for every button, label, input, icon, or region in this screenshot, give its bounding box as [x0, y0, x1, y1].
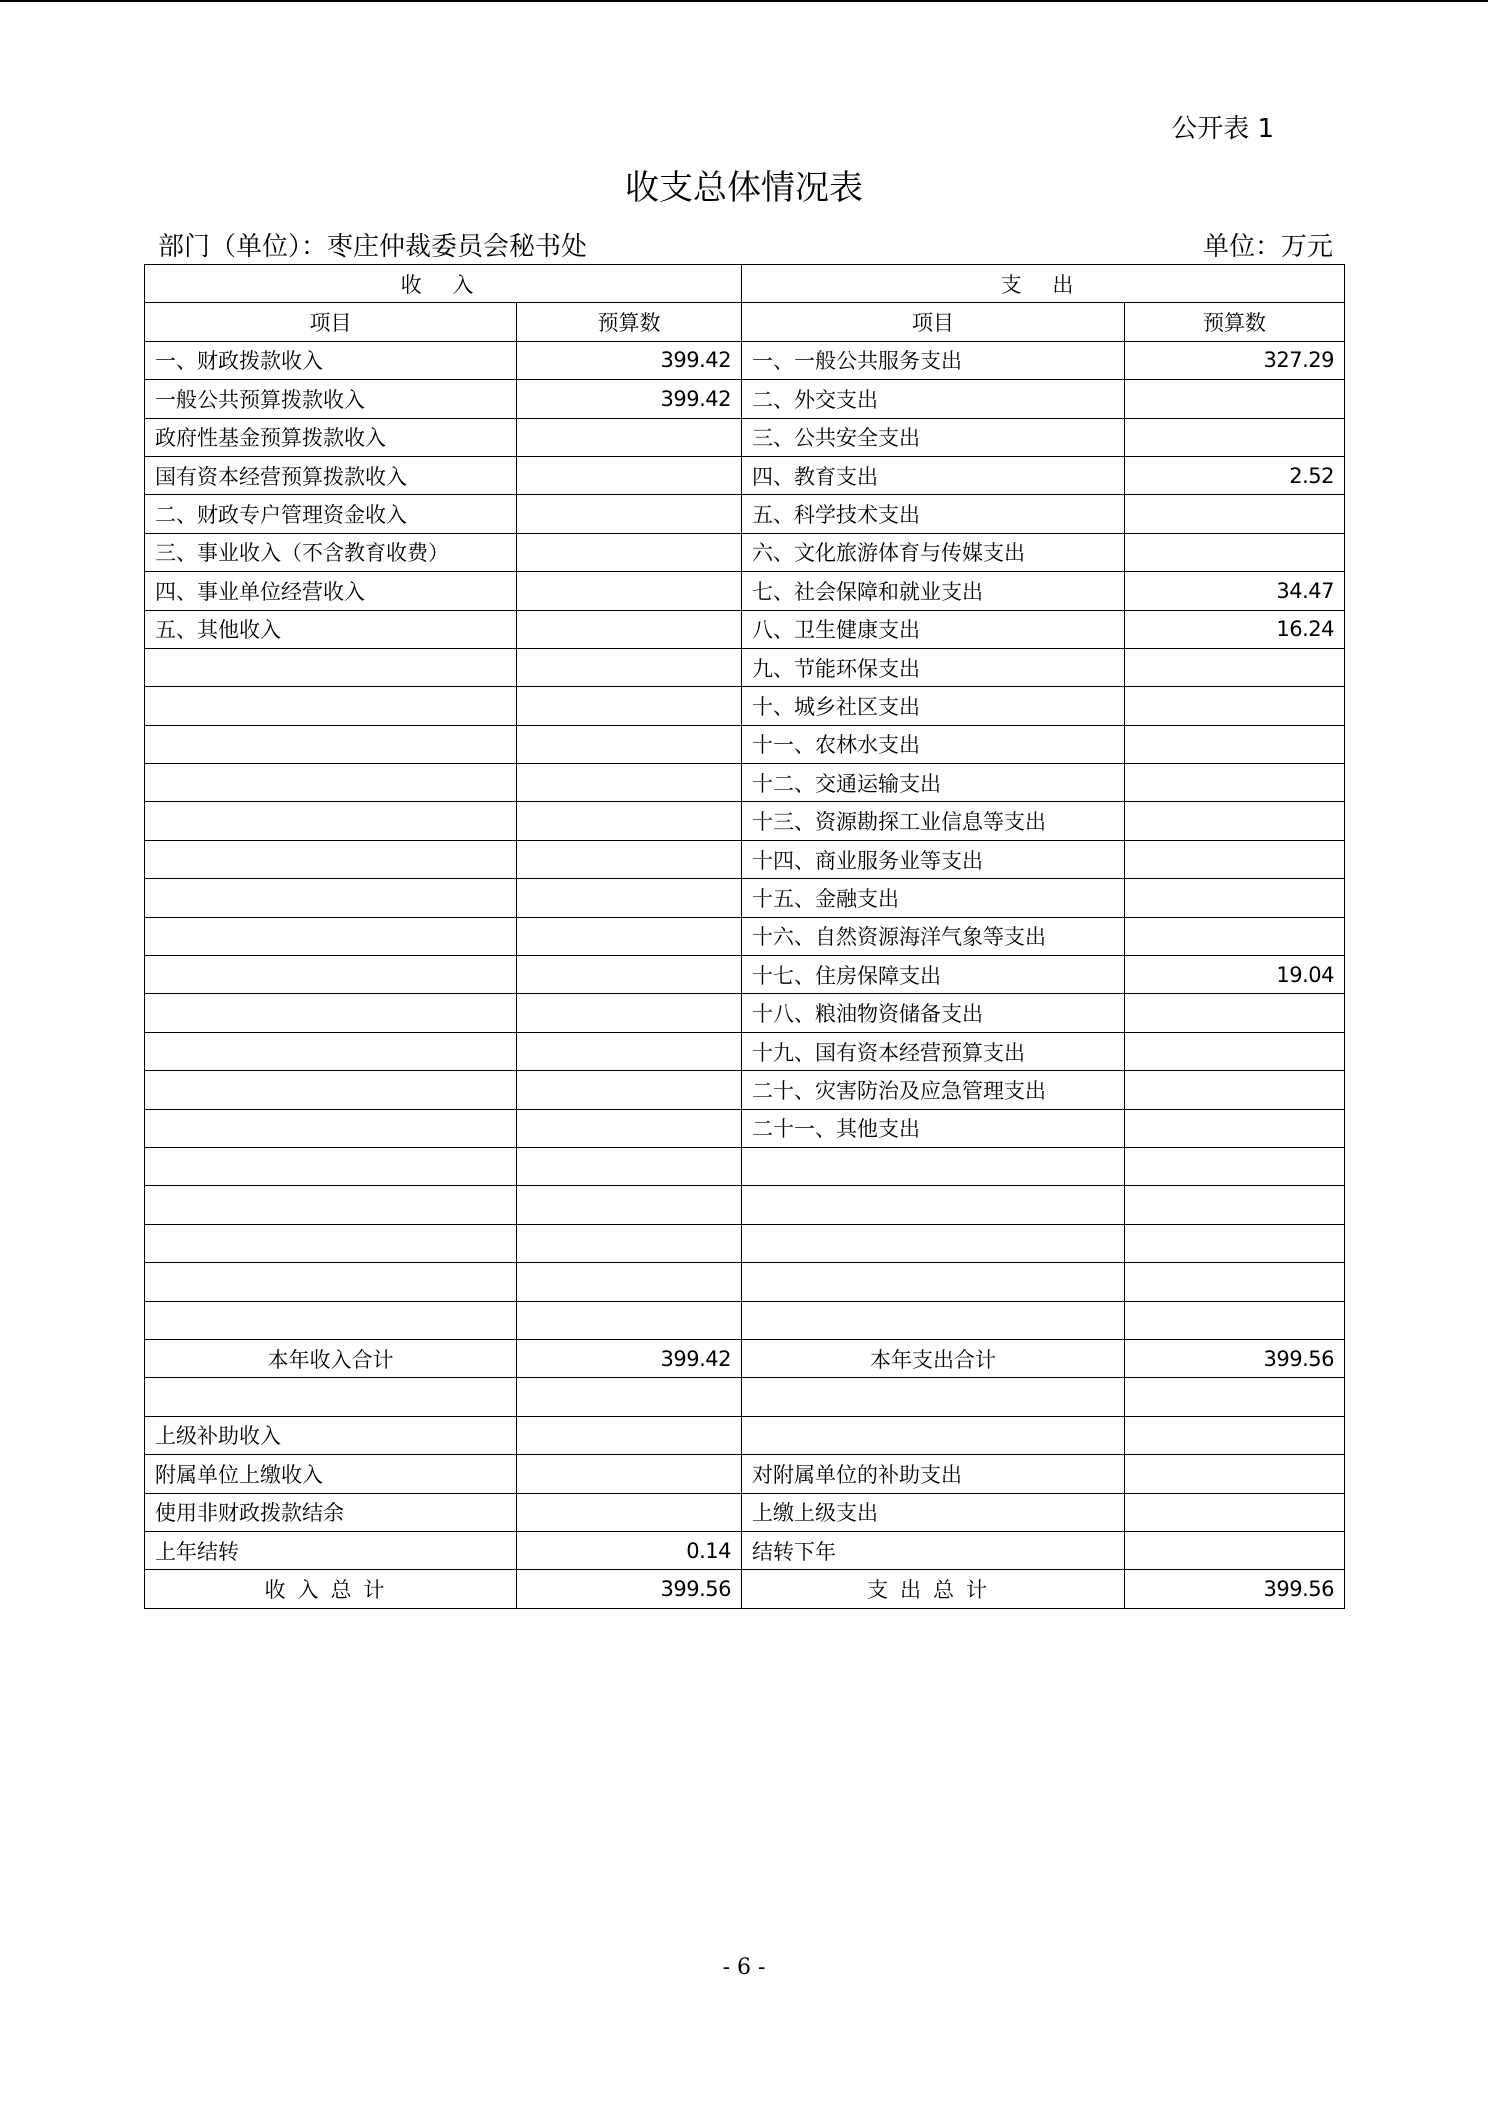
table-cell	[517, 1416, 742, 1454]
table-cell: 本年收入合计	[145, 1339, 517, 1377]
table-row	[145, 1109, 1345, 1147]
table-row	[145, 1455, 1345, 1493]
table-row	[145, 1186, 1345, 1224]
table-cell	[145, 956, 517, 994]
table-row	[145, 956, 1345, 994]
table-cell	[1125, 994, 1345, 1032]
table-cell	[145, 879, 517, 917]
table-cell	[517, 1071, 742, 1109]
table-cell	[145, 1071, 517, 1109]
table-cell	[517, 994, 742, 1032]
table-cell	[517, 572, 742, 610]
table-row	[145, 1416, 1345, 1454]
table-cell	[145, 1109, 517, 1147]
table-row	[145, 1224, 1345, 1262]
section-header-row	[145, 265, 1345, 303]
table-row	[145, 802, 1345, 840]
table-cell: 二十一、其他支出	[742, 1109, 1125, 1147]
table-cell: 六、文化旅游体育与传媒支出	[742, 533, 1125, 571]
table-cell: 三、事业收入（不含教育收费）	[145, 533, 517, 571]
table-cell	[1125, 687, 1345, 725]
table-cell	[145, 648, 517, 686]
table-cell: 十六、自然资源海洋气象等支出	[742, 917, 1125, 955]
table-cell	[517, 418, 742, 456]
table-row	[145, 725, 1345, 763]
table-cell	[517, 1378, 742, 1416]
table-cell: 十七、住房保障支出	[742, 956, 1125, 994]
table-cell: 十五、金融支出	[742, 879, 1125, 917]
table-cell: 一般公共预算拨款收入	[145, 380, 517, 418]
table-cell: 支出总计	[742, 1570, 1125, 1608]
table-cell	[1125, 1147, 1345, 1185]
budget-table	[144, 264, 1345, 1609]
table-cell	[517, 1455, 742, 1493]
table-cell	[145, 840, 517, 878]
table-cell	[145, 1378, 517, 1416]
page-number: - 6 -	[722, 1955, 766, 1980]
table-row	[145, 1531, 1345, 1569]
table-cell	[145, 994, 517, 1032]
table-row	[145, 879, 1345, 917]
table-cell	[1125, 725, 1345, 763]
table-cell	[517, 1186, 742, 1224]
table-cell	[517, 456, 742, 494]
table-cell	[517, 648, 742, 686]
table-cell	[1125, 1224, 1345, 1262]
table-cell: 九、节能环保支出	[742, 648, 1125, 686]
table-cell	[1125, 1109, 1345, 1147]
table-cell: 附属单位上缴收入	[145, 1455, 517, 1493]
table-cell: 四、事业单位经营收入	[145, 572, 517, 610]
table-cell	[742, 1263, 1125, 1301]
table-cell: 399.56	[1125, 1339, 1345, 1377]
table-cell: 收入总计	[145, 1570, 517, 1608]
column-header-row	[145, 303, 1345, 341]
table-cell: 国有资本经营预算拨款收入	[145, 456, 517, 494]
table-cell: 二、财政专户管理资金收入	[145, 495, 517, 533]
table-body	[145, 341, 1345, 1339]
table-row	[145, 495, 1345, 533]
table-cell: 十二、交通运输支出	[742, 764, 1125, 802]
table-cell	[742, 1301, 1125, 1339]
table-cell	[145, 917, 517, 955]
table-row	[145, 341, 1345, 379]
table-cell: 399.56	[1125, 1570, 1345, 1608]
table-cell	[517, 687, 742, 725]
table-cell	[1125, 879, 1345, 917]
unit-label: 单位：万元	[1202, 232, 1333, 262]
table-cell: 16.24	[1125, 610, 1345, 648]
table-row	[145, 764, 1345, 802]
table-cell: 399.42	[517, 341, 742, 379]
table-cell	[742, 1416, 1125, 1454]
table-cell: 399.56	[517, 1570, 742, 1608]
table-cell	[1125, 1186, 1345, 1224]
table-cell	[1125, 1263, 1345, 1301]
table-cell	[517, 1147, 742, 1185]
table-cell	[1125, 1032, 1345, 1070]
table-cell: 五、科学技术支出	[742, 495, 1125, 533]
table-cell: 本年支出合计	[742, 1339, 1125, 1377]
table-cell: 19.04	[1125, 956, 1345, 994]
table-row	[145, 994, 1345, 1032]
table-row	[145, 1263, 1345, 1301]
table-cell	[517, 1032, 742, 1070]
table-cell	[1125, 1455, 1345, 1493]
table-row	[145, 380, 1345, 418]
table-cell: 三、公共安全支出	[742, 418, 1125, 456]
table-cell	[517, 840, 742, 878]
table-cell: 2.52	[1125, 456, 1345, 494]
table-cell	[517, 1493, 742, 1531]
table-cell	[145, 764, 517, 802]
table-cell	[742, 1378, 1125, 1416]
table-cell	[1125, 1493, 1345, 1531]
table-cell: 对附属单位的补助支出	[742, 1455, 1125, 1493]
table-cell	[517, 1224, 742, 1262]
table-cell	[1125, 764, 1345, 802]
table-cell	[1125, 380, 1345, 418]
income-budget-header: 预算数	[517, 303, 742, 341]
table-cell: 使用非财政拨款结余	[145, 1493, 517, 1531]
table-cell	[742, 1147, 1125, 1185]
table-cell	[742, 1186, 1125, 1224]
table-row	[145, 1032, 1345, 1070]
table-cell: 七、社会保障和就业支出	[742, 572, 1125, 610]
table-row	[145, 687, 1345, 725]
table-cell	[1125, 648, 1345, 686]
table-cell: 上级补助收入	[145, 1416, 517, 1454]
table-cell: 一、财政拨款收入	[145, 341, 517, 379]
table-cell: 十九、国有资本经营预算支出	[742, 1032, 1125, 1070]
table-cell	[517, 1263, 742, 1301]
table-cell: 十八、粮油物资储备支出	[742, 994, 1125, 1032]
table-cell	[1125, 533, 1345, 571]
table-cell	[517, 917, 742, 955]
table-cell	[1125, 1301, 1345, 1339]
table-cell	[742, 1224, 1125, 1262]
table-row	[145, 610, 1345, 648]
table-cell	[145, 1186, 517, 1224]
table-cell	[1125, 802, 1345, 840]
table-cell	[145, 1032, 517, 1070]
table-cell	[1125, 840, 1345, 878]
table-cell: 十、城乡社区支出	[742, 687, 1125, 725]
table-row	[145, 1493, 1345, 1531]
table-cell	[145, 1263, 517, 1301]
table-cell	[145, 802, 517, 840]
table-row	[145, 648, 1345, 686]
table-cell: 327.29	[1125, 341, 1345, 379]
table-cell: 四、教育支出	[742, 456, 1125, 494]
table-cell	[1125, 418, 1345, 456]
table-cell: 结转下年	[742, 1531, 1125, 1569]
table-cell: 399.42	[517, 1339, 742, 1377]
table-row	[145, 533, 1345, 571]
table-cell: 十三、资源勘探工业信息等支出	[742, 802, 1125, 840]
table-cell	[145, 1301, 517, 1339]
department-label: 部门（单位）：枣庄仲裁委员会秘书处	[158, 232, 588, 262]
top-border	[0, 0, 1488, 2]
table-cell	[517, 1109, 742, 1147]
table-cell	[145, 725, 517, 763]
table-cell: 二、外交支出	[742, 380, 1125, 418]
page-title: 收支总体情况表	[625, 168, 863, 208]
table-cell: 上缴上级支出	[742, 1493, 1125, 1531]
table-row	[145, 418, 1345, 456]
table-cell	[1125, 1416, 1345, 1454]
table-cell	[517, 495, 742, 533]
table-cell	[517, 802, 742, 840]
table-cell	[517, 610, 742, 648]
table-cell: 一、一般公共服务支出	[742, 341, 1125, 379]
table-cell	[517, 956, 742, 994]
income-item-header: 项目	[145, 303, 517, 341]
table-cell: 二十、灾害防治及应急管理支出	[742, 1071, 1125, 1109]
table-cell: 34.47	[1125, 572, 1345, 610]
table-cell	[517, 1301, 742, 1339]
year-total-row	[145, 1339, 1345, 1377]
table-row	[145, 456, 1345, 494]
table-row	[145, 917, 1345, 955]
table-code: 公开表 1	[1171, 114, 1274, 144]
table-cell	[1125, 1531, 1345, 1569]
table-cell	[1125, 495, 1345, 533]
table-row	[145, 1147, 1345, 1185]
table-cell	[517, 764, 742, 802]
table-cell	[517, 533, 742, 571]
table-cell	[517, 725, 742, 763]
table-cell: 十一、农林水支出	[742, 725, 1125, 763]
table-cell: 399.42	[517, 380, 742, 418]
table-cell	[145, 687, 517, 725]
table-cell	[1125, 1378, 1345, 1416]
table-cell: 八、卫生健康支出	[742, 610, 1125, 648]
table-cell: 上年结转	[145, 1531, 517, 1569]
table-row	[145, 1071, 1345, 1109]
table-extra-body	[145, 1378, 1345, 1570]
table-cell	[1125, 917, 1345, 955]
table-cell	[145, 1147, 517, 1185]
grand-total-row	[145, 1570, 1345, 1608]
expense-item-header: 项目	[742, 303, 1125, 341]
table-cell: 0.14	[517, 1531, 742, 1569]
expense-header: 支 出	[742, 265, 1345, 303]
table-cell: 政府性基金预算拨款收入	[145, 418, 517, 456]
table-row	[145, 572, 1345, 610]
table-cell	[1125, 1071, 1345, 1109]
table-cell	[517, 879, 742, 917]
table-row	[145, 840, 1345, 878]
table-row	[145, 1301, 1345, 1339]
table-cell: 五、其他收入	[145, 610, 517, 648]
table-cell	[145, 1224, 517, 1262]
income-header: 收 入	[145, 265, 742, 303]
expense-budget-header: 预算数	[1125, 303, 1345, 341]
table-row	[145, 1378, 1345, 1416]
table-cell: 十四、商业服务业等支出	[742, 840, 1125, 878]
